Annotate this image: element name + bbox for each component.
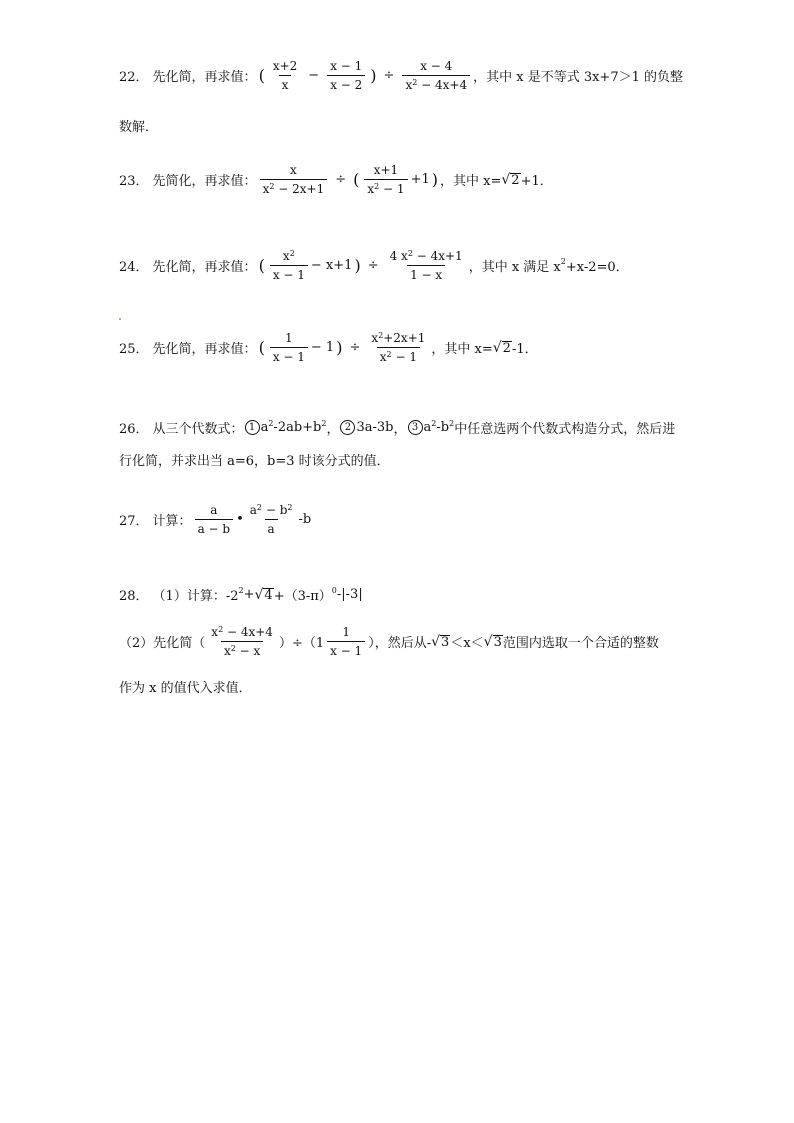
question-28-part-1 [119, 585, 363, 604]
numerator-text: +2x+1 [383, 331, 426, 345]
sqrt-symbol: √ 3 [483, 633, 502, 650]
exponent: 2 [449, 419, 455, 428]
denominator [402, 75, 470, 91]
operator: + [243, 587, 255, 602]
exponent: 2 [218, 625, 224, 634]
question-number: 25． [119, 342, 149, 357]
expression-text: a [423, 420, 432, 435]
paren-open: ( [258, 66, 265, 85]
sqrt-argument: 3 [493, 634, 502, 650]
denominator-text: x [379, 350, 387, 364]
question-28-line2 [119, 677, 252, 696]
fraction [270, 250, 308, 281]
exponent: 2 [386, 350, 392, 359]
exponent: 2 [378, 331, 384, 340]
numerator [387, 250, 466, 265]
denominator-text: x [262, 182, 270, 196]
sqrt-symbol: √ 2 [492, 339, 511, 356]
exponent: 2 [268, 419, 274, 428]
exponent: 2 [269, 182, 275, 191]
question-26-line2 [119, 450, 390, 469]
expression-text: +（3-π） [273, 589, 332, 604]
numerator: 1 [342, 625, 350, 639]
denominator: x − 2 [327, 75, 365, 91]
paren-open: ( [353, 170, 360, 189]
question-lead: 先化简，再求值： [152, 342, 257, 357]
sqrt-argument: 2 [502, 340, 511, 356]
numerator [208, 626, 276, 641]
expression-text: -2ab+b [273, 420, 322, 435]
expression-text: +1 [410, 172, 430, 187]
denominator [364, 179, 407, 195]
denominator-text: x [405, 78, 413, 92]
numerator [280, 250, 298, 265]
fraction [260, 164, 328, 195]
question-lead: 先化简，再求值： [152, 260, 257, 275]
denominator-text: − 2x+1 [274, 182, 325, 196]
separator: ， [393, 422, 407, 437]
paren-close: ) [336, 338, 343, 357]
numerator: x − 1 [330, 59, 363, 73]
operator: − [308, 68, 320, 83]
paren-open: ( [258, 338, 265, 357]
question-23 [119, 164, 553, 195]
expression-text: a [260, 420, 269, 435]
question-tail: ，其中 x= [440, 174, 502, 189]
stray-mark [119, 318, 121, 320]
numerator: 1 [285, 331, 293, 345]
expression-text: ＜x＜ [450, 636, 484, 651]
numerator: x [290, 163, 297, 177]
question-28-part-2 [119, 626, 659, 657]
numerator-text: x [282, 249, 290, 263]
exponent: 2 [374, 182, 380, 191]
numerator-text: a [249, 503, 257, 517]
question-22-line2 [119, 116, 158, 135]
exponent: 2 [407, 249, 413, 258]
question-lead: 先化简，再求值： [152, 70, 257, 85]
exponent: 2 [238, 586, 244, 595]
expression-text: ）÷（1 [278, 636, 325, 651]
numerator [368, 332, 428, 347]
sqrt-argument: 4 [264, 587, 273, 603]
sqrt-symbol: √ 2 [501, 171, 520, 188]
numerator: x+2 [272, 59, 298, 73]
exponent: 2 [287, 503, 293, 512]
question-lead: 从三个代数式： [152, 422, 244, 437]
denominator [221, 641, 263, 657]
fraction [368, 332, 428, 363]
fraction [208, 626, 276, 657]
question-tail: ，其中 x= [431, 342, 493, 357]
paren-close: ) [354, 256, 361, 275]
paren-close: ) [370, 66, 377, 85]
exponent: 2 [412, 78, 418, 87]
question-tail: -1． [511, 342, 538, 357]
expression-text: − x+1 [310, 258, 353, 273]
paren-open: ( [258, 256, 265, 275]
denominator: 1 − x [407, 265, 445, 281]
numerator-text: − 4x+1 [412, 249, 463, 263]
denominator-text: x [223, 644, 231, 658]
question-lead: 计算： [152, 514, 192, 529]
exponent: 2 [560, 257, 566, 266]
question-tail: +1． [520, 174, 553, 189]
denominator-text: − 4x+4 [417, 78, 468, 92]
expression-text: -b [298, 512, 312, 527]
question-26 [119, 418, 675, 437]
question-lead: （2）先化简（ [119, 636, 206, 651]
exponent: 2 [289, 249, 295, 258]
denominator: x [279, 75, 292, 91]
question-number: 28． [119, 589, 149, 604]
sqrt-argument: 3 [441, 634, 450, 650]
question-number: 23． [119, 174, 149, 189]
exponent: 2 [321, 419, 327, 428]
question-tail: ，其中 x 是不等式 3x+7＞1 的负整 [473, 70, 683, 85]
fraction [402, 60, 470, 91]
circled-number: 2 [340, 420, 355, 435]
question-tail: ，其中 x 满足 x [468, 260, 561, 275]
question-lead: （1）计算：-2 [152, 589, 239, 604]
question-tail: 中任意选两个代数式构造分式，然后进 [454, 422, 676, 437]
fraction [270, 60, 300, 91]
denominator [260, 179, 328, 195]
denominator-text: x [367, 182, 375, 196]
denominator: a [265, 519, 278, 535]
denominator: x − 1 [270, 265, 308, 281]
fraction [247, 504, 296, 535]
fraction [270, 332, 308, 363]
denominator-text: − 1 [379, 182, 405, 196]
denominator [377, 347, 420, 363]
expression-text: − 1 [310, 340, 335, 355]
operator: • [236, 512, 244, 527]
question-24 [119, 250, 629, 281]
expression-text: -|-3| [336, 587, 363, 602]
question-number: 22． [119, 70, 149, 85]
operator: ÷ [367, 258, 379, 273]
exponent: 2 [256, 503, 263, 512]
fraction [327, 626, 365, 657]
denominator-text: − 1 [391, 350, 417, 364]
question-lead: 先简化，再求值： [152, 174, 257, 189]
operator: ÷ [349, 340, 361, 355]
question-tail: 数解． [119, 120, 159, 135]
question-tail: 行化简，并求出当 a=6，b=3 时该分式的值． [119, 454, 390, 469]
fraction [195, 504, 234, 535]
question-25 [119, 332, 538, 363]
question-number: 27． [119, 514, 149, 529]
question-number: 24． [119, 260, 149, 275]
numerator-text: x [371, 331, 379, 345]
numerator-text: − 4x+4 [223, 625, 273, 639]
fraction [364, 164, 407, 195]
denominator-text: − x [235, 644, 261, 658]
denominator: x − 1 [327, 641, 365, 657]
sqrt-argument: 2 [511, 172, 520, 188]
exponent: 2 [431, 419, 437, 428]
circled-number: 1 [245, 420, 260, 435]
separator: ， [326, 422, 340, 437]
numerator [247, 504, 296, 519]
exponent: 2 [230, 644, 236, 653]
question-27 [119, 504, 311, 535]
expression-text: ），然后从- [368, 636, 432, 651]
paren-close: ) [431, 170, 438, 189]
expression-text: 3a-3b [356, 420, 394, 435]
denominator: x − 1 [270, 347, 308, 363]
question-22 [119, 60, 683, 91]
numerator: x − 4 [420, 59, 453, 73]
operator: ÷ [335, 172, 347, 187]
fraction [387, 250, 466, 281]
sqrt-symbol: √ 3 [431, 633, 450, 650]
fraction [327, 60, 365, 91]
sqrt-symbol: √ 4 [254, 586, 273, 603]
operator: ÷ [383, 68, 395, 83]
question-tail: 范围内选取一个合适的整数 [502, 636, 659, 651]
circled-number: 3 [408, 420, 423, 435]
question-number: 26． [119, 422, 149, 437]
numerator-text: 4 x [389, 249, 408, 263]
exponent: 0 [331, 586, 337, 595]
question-tail: 作为 x 的值代入求值． [119, 681, 252, 696]
numerator: a [210, 503, 218, 517]
expression-text: -b [436, 420, 450, 435]
numerator-text: x [211, 625, 219, 639]
denominator: a − b [195, 519, 234, 535]
numerator-text: − b [262, 503, 288, 517]
numerator: x+1 [373, 163, 399, 177]
question-tail: +x-2=0． [565, 260, 629, 275]
